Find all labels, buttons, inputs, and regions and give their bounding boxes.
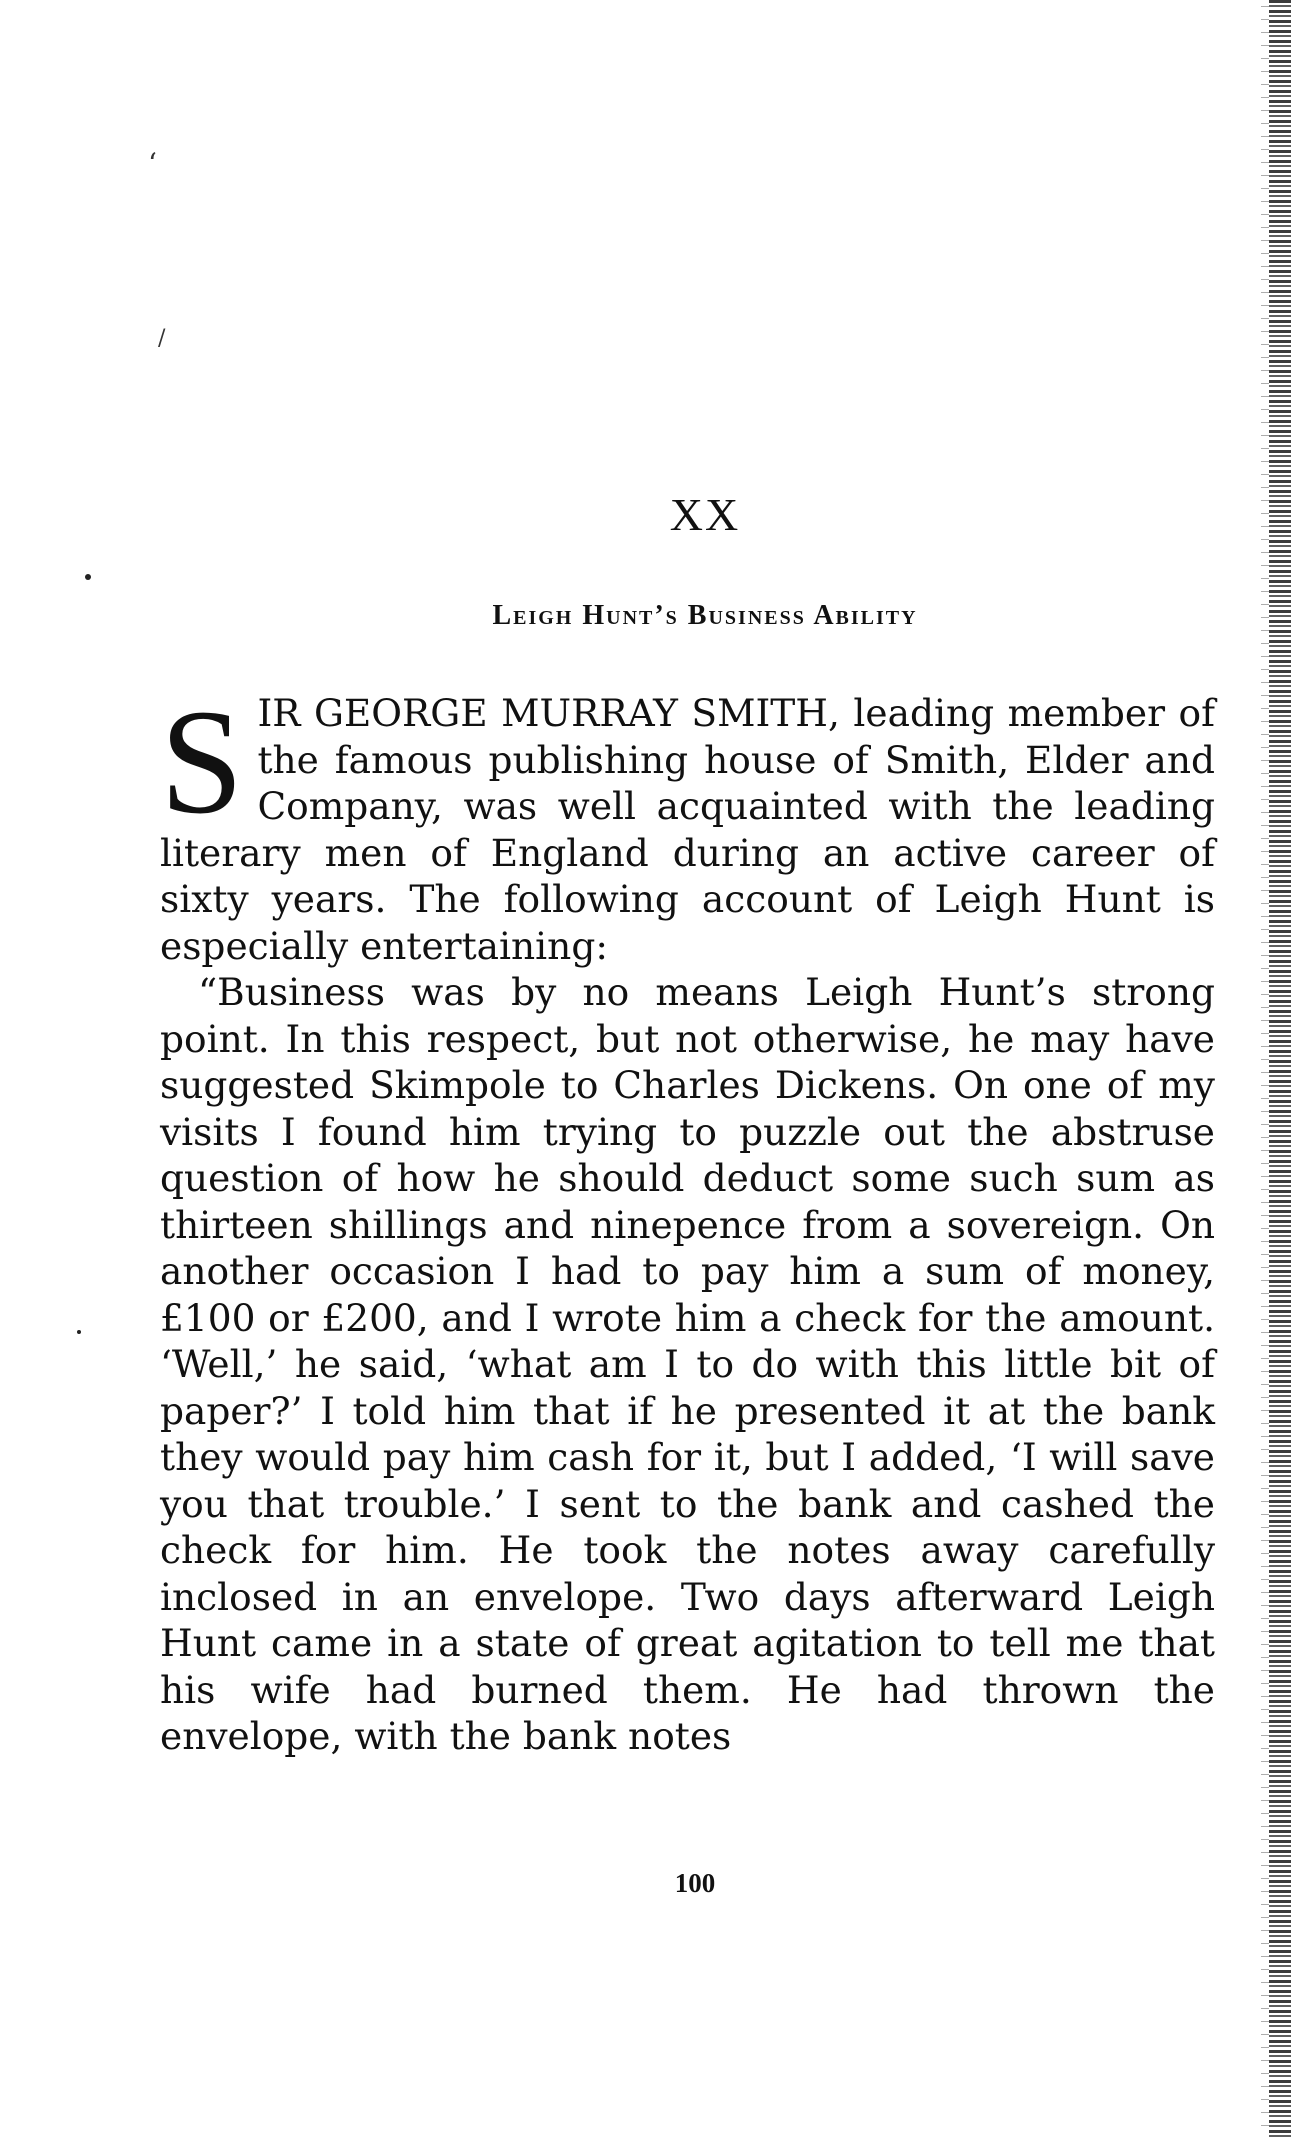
chapter-title: Leigh Hunt’s Business Ability [492, 600, 918, 631]
scanned-page-edge-shadow [1261, 0, 1269, 2138]
paragraph-1 [160, 679, 1215, 969]
paragraph-1-text: IR GEORGE MURRAY SMITH, leading member of the famous publishing house of Smith, Elder and Company, was well acquainted with the leading literary men of England during an active career of sixty years. The following account of Leigh Hunt is especially entertaining: [160, 691, 1215, 968]
margin-speck [85, 574, 91, 580]
drop-cap: S [160, 679, 244, 845]
chapter-number: XX [669, 489, 741, 540]
margin-mark: / [158, 326, 166, 351]
paragraph-2: “Business was by no means Leigh Hunt’s strong point. In this respect, but not otherwise, he may have suggested Skimpole to Charles Dickens. On one of my visits I found him trying to puzzle out the abstruse question of how he should deduct some such sum as thirteen shillings and ninepence from a sovereign. On another occasion I had to pay him a sum of money, £100 or £200, and I wrote him a check for the amount. ‘Well,’ he said, ‘what am I to do with this little bit of paper?’ I told him that if he presented it at the bank they would pay him cash for it, but I added, ‘I will save you that trouble.’ I sent to the bank and cashed the check for him. He took the notes away carefully inclosed in an envelope. Two days afterward Leigh Hunt came in a state of great agitation to tell me that his wife had burned them. He had thrown the envelope, with the bank notes [160, 970, 1215, 1758]
scanned-page-edge [1269, 0, 1291, 2138]
margin-speck [77, 1330, 81, 1334]
page-number: 100 [674, 1868, 716, 1898]
margin-mark: ‘ [148, 147, 157, 180]
article-body [160, 679, 1215, 1760]
